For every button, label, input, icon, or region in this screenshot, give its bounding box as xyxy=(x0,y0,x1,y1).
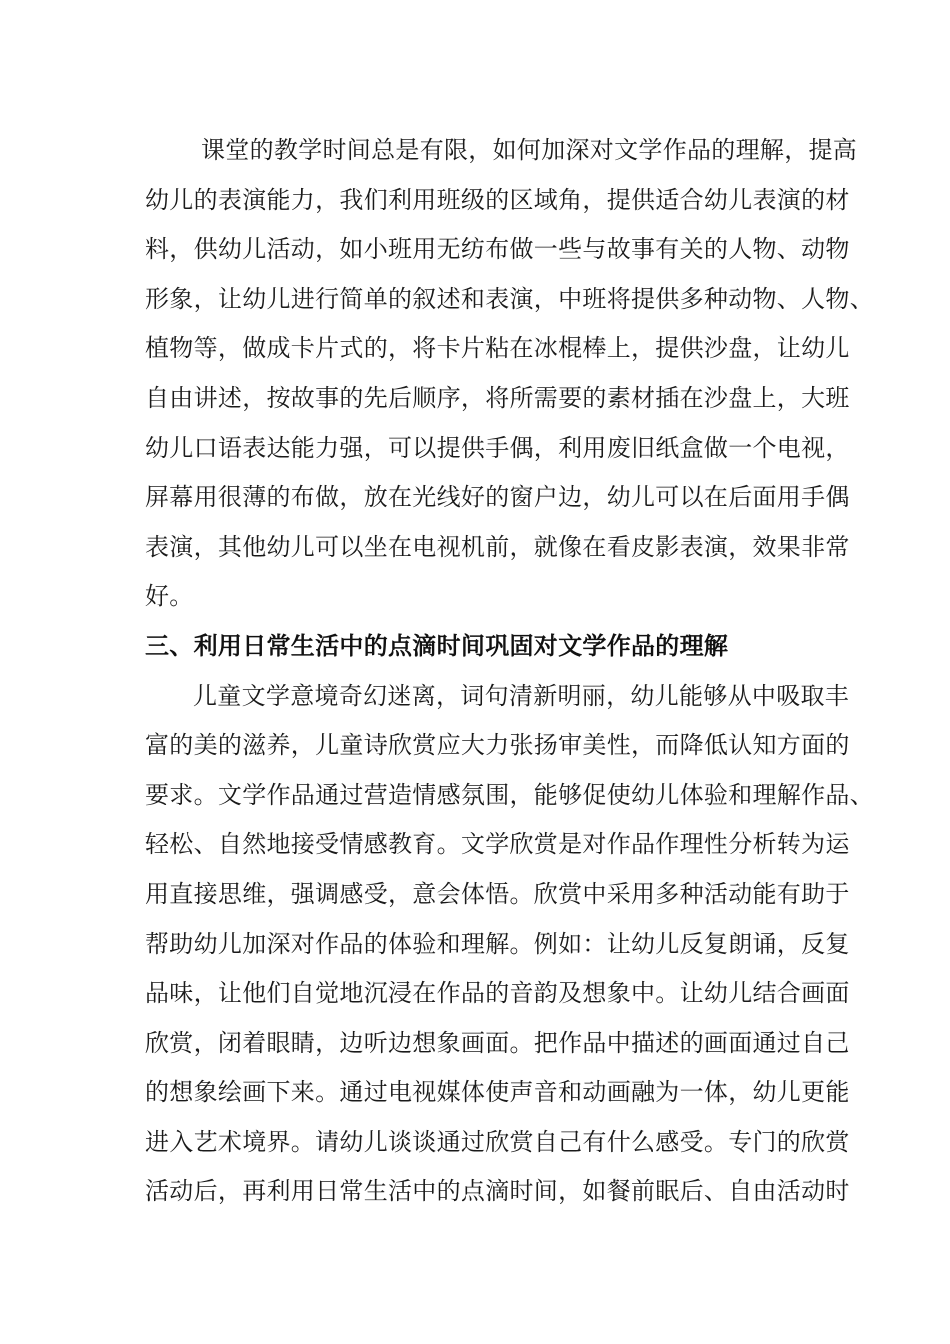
text-line: 轻松、自然地接受情感教育。文学欣赏是对作品作理性分析转为运 xyxy=(145,830,850,859)
text-line: 幼儿的表演能力，我们利用班级的区域角，提供适合幼儿表演的材 xyxy=(145,185,850,214)
text-line: 料，供幼儿活动，如小班用无纺布做一些与故事有关的人物、动物 xyxy=(145,235,850,264)
document-body xyxy=(145,126,874,1217)
paragraph-literature-appreciation xyxy=(145,672,874,1218)
text-line: 品味，让他们自觉地沉浸在作品的音韵及想象中。让幼儿结合画面 xyxy=(145,979,850,1008)
text-line: 的想象绘画下来。通过电视媒体使声音和动画融为一体，幼儿更能 xyxy=(145,1078,850,1107)
text-line: 植物等，做成卡片式的，将卡片粘在冰棍棒上，提供沙盘，让幼儿 xyxy=(145,334,850,363)
text-line: 要求。文学作品通过营造情感氛围，能够促使幼儿体验和理解作品、 xyxy=(145,780,874,809)
text-line: 表演，其他幼儿可以坐在电视机前，就像在看皮影表演，效果非常 xyxy=(145,532,850,561)
text-line: 形象，让幼儿进行简单的叙述和表演，中班将提供多种动物、人物、 xyxy=(145,284,874,313)
text-line: 富的美的滋养，儿童诗欣赏应大力张扬审美性，而降低认知方面的 xyxy=(145,731,850,760)
text-line: 好。 xyxy=(145,582,194,611)
text-line: 课堂的教学时间总是有限，如何加深对文学作品的理解，提高 xyxy=(201,136,858,164)
text-line: 屏幕用很薄的布做，放在光线好的窗户边，幼儿可以在后面用手偶 xyxy=(145,483,850,512)
text-line: 欣赏，闭着眼睛，边听边想象画面。把作品中描述的画面通过自己 xyxy=(145,1028,850,1057)
text-line: 儿童文学意境奇幻迷离，词句清新明丽，幼儿能够从中吸取丰 xyxy=(193,681,850,710)
text-line: 帮助幼儿加深对作品的体验和理解。例如：让幼儿反复朗诵，反复 xyxy=(145,929,850,958)
section-heading: 三、利用日常生活中的点滴时间巩固对文学作品的理解 xyxy=(145,631,729,660)
text-line: 活动后，再利用日常生活中的点滴时间，如餐前眠后、自由活动时 xyxy=(145,1177,850,1206)
paragraph-classroom-time xyxy=(145,126,874,622)
text-line: 用直接思维，强调感受，意会体悟。欣赏中采用多种活动能有助于 xyxy=(145,879,850,908)
text-line: 进入艺术境界。请幼儿谈谈通过欣赏自己有什么感受。专门的欣赏 xyxy=(145,1127,850,1156)
text-line: 自由讲述，按故事的先后顺序，将所需要的素材插在沙盘上，大班 xyxy=(145,383,850,412)
text-line: 幼儿口语表达能力强，可以提供手偶，利用废旧纸盒做一个电视， xyxy=(145,433,850,462)
